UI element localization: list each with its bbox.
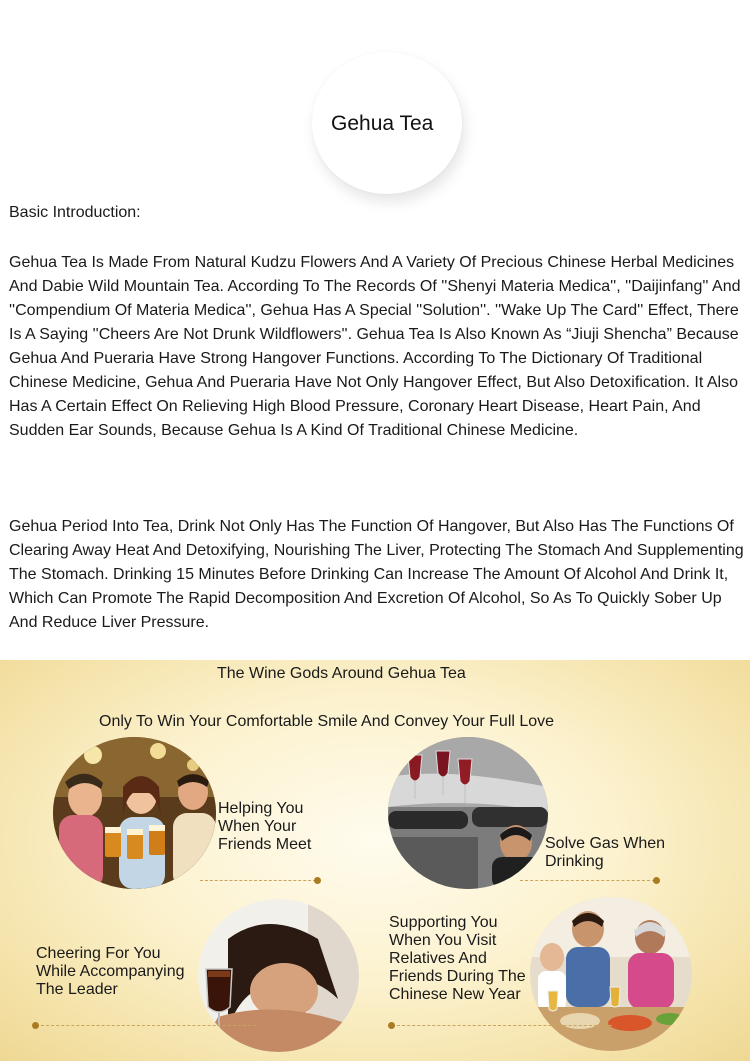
divider-line-4	[392, 1025, 612, 1026]
wine-glass-toast-photo	[388, 737, 548, 889]
divider-line-3	[36, 1025, 256, 1026]
friends-toasting-beer-photo	[53, 737, 216, 889]
page-title: Gehua Tea	[331, 112, 434, 135]
woman-with-drink-photo	[198, 899, 359, 1052]
caption-accompany-leader: Cheering For You While Accompanying The Leader	[36, 945, 185, 998]
intro-paragraph-1: Gehua Tea Is Made From Natural Kudzu Flowers And A Variety Of Precious Chinese Herbal Medicines And Dabie Wild Mountain Tea. According To The Records Of ''Shenyi Materia Medica'', ''Daijinfang'' And ''Compendium Of Materia Medica'', Gehua Has A Special ''Solution''. ''Wake Up The Card'' Effect, There Is A Saying ''Cheers Are Not Drunk Wildflowers''. Gehua Tea Is Also Known As “Jiuji Shencha” Because Gehua And Pueraria Have Strong Hangover Functions. According To The Dictionary Of Traditional Chinese Medicine, Gehua And Pueraria Have Not Only Hangover Effect, But Also Detoxification. It Also Has A Certain Effect On Relieving High Blood Pressure, Coronary Heart Disease, Heart Pain, And Sudden Ear Sounds, Because Gehua Is A Kind Of Traditional Chinese Medicine.	[9, 254, 741, 439]
divider-dot-3	[32, 1022, 39, 1029]
section-title: The Wine Gods Around Gehua Tea	[217, 665, 466, 682]
section-subtitle: Only To Win Your Comfortable Smile And Convey Your Full Love	[99, 713, 555, 730]
intro-paragraph-2: Gehua Period Into Tea, Drink Not Only Has The Function Of Hangover, But Also Has The Functions Of Clearing Away Heat And Detoxifying, Nourishing The Liver, Protecting The Stomach And Supplementing The Stomach. Drinking 15 Minutes Before Drinking Can Increase The Amount Of Alcohol And Drink It, Which Can Promote The Rapid Decomposition And Excretion Of Alcohol, So As To Quickly Sober Up And Reduce Liver Pressure.	[9, 518, 744, 631]
caption-friends-meet: Helping You When Your Friends Meet	[218, 800, 312, 853]
caption-solve-gas: Solve Gas When Drinking	[545, 835, 666, 870]
divider-line-1	[200, 880, 316, 881]
intro-heading: Basic Introduction:	[9, 204, 141, 221]
divider-dot-1	[314, 877, 321, 884]
caption-chinese-new-year: Supporting You When You Visit Relatives And Friends During The Chinese New Year	[389, 914, 526, 1003]
family-dinner-photo	[530, 897, 692, 1051]
divider-dot-4	[388, 1022, 395, 1029]
divider-dot-2	[653, 877, 660, 884]
divider-line-2	[520, 880, 655, 881]
